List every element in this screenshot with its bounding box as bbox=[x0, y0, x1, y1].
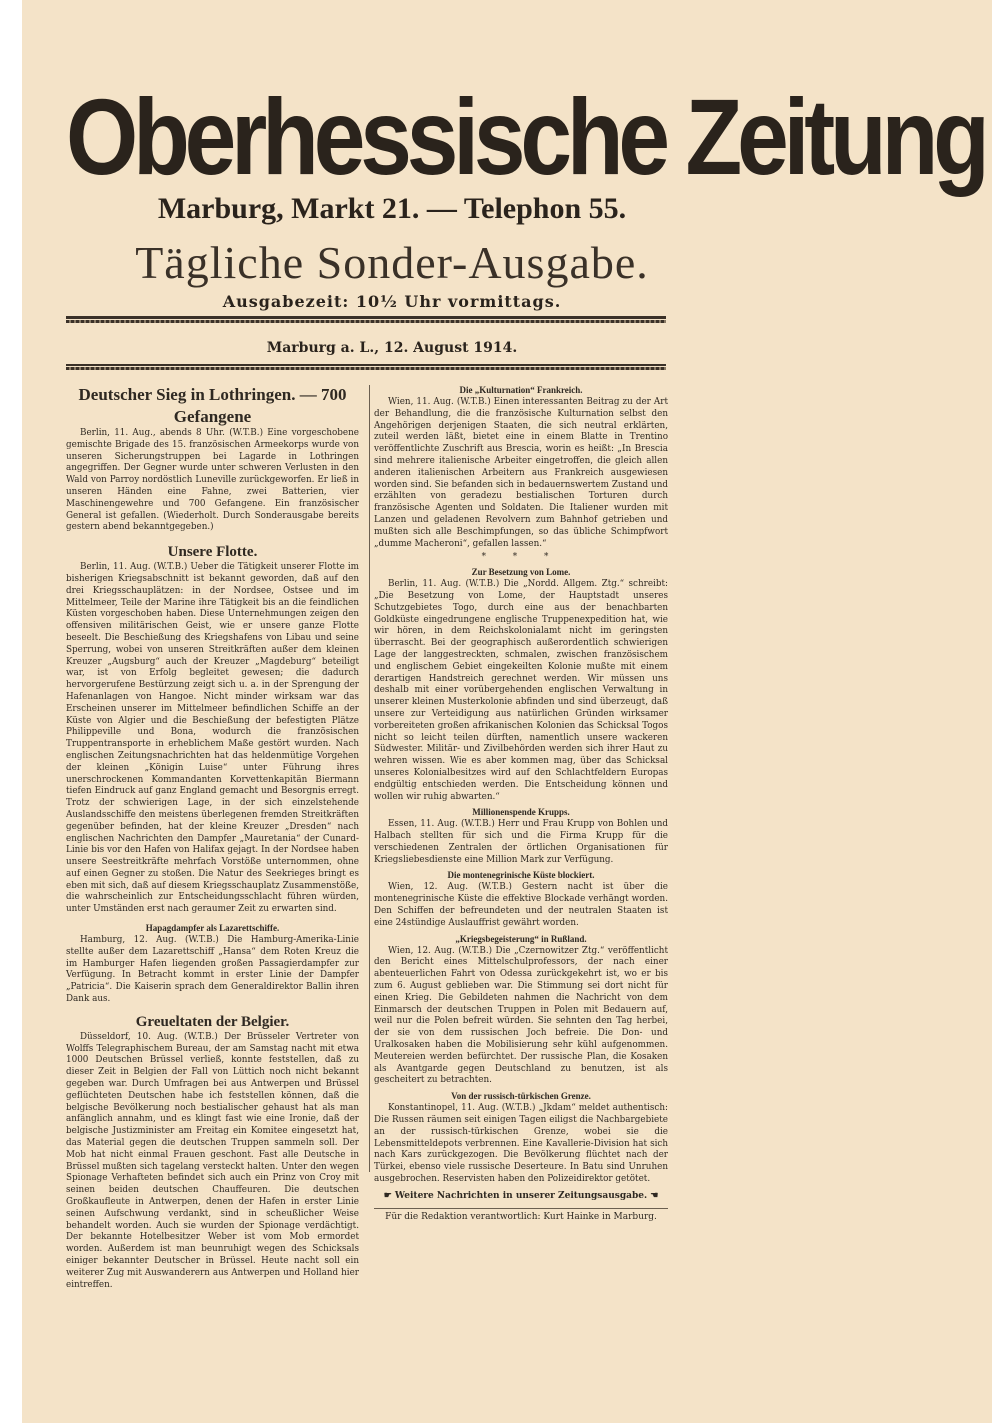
pointing-hand-icon: ☚ bbox=[647, 1190, 659, 1201]
headline: Deutscher Sieg in Lothringen. — 700 Gefangene bbox=[78, 385, 347, 426]
edition-time: Ausgabezeit: 10½ Uhr vormittags. bbox=[222, 292, 562, 311]
more-news-text: Weitere Nachrichten in unserer Zeitungsausgabe. bbox=[394, 1190, 648, 1201]
article-text: Wien, 12. Aug. (W.T.B.) Gestern nacht ist über die montenegrinische Küste die effektive Blockade verhängt worden. Den Schiffen der befreundeten und der neutralen Staaten ist eine 24stündige Auslauffrist gewährt worden. bbox=[374, 882, 668, 928]
headline: Hapagdampfer als Lazarettschiffe. bbox=[145, 923, 280, 934]
article-text: Berlin, 11. Aug. (W.T.B.) Die „Nordd. Allgem. Ztg.“ schreibt: „Die Besetzung von Lome, der Hauptstadt unseres Schutzgebietes Togo, durch eine aus der benachbarten Goldküste eingedrungene englische Truppenexpedition hat, wie wir hören, in dem Reichskolonialamt nicht im geringsten überrascht. Bei der geographisch außerordentlich schwierigen Lage der langgestreckten, schmalen, zwischen französischem und englischem Gebiet eingekeilten Kolonie mußte mit einem derartigen Handstreich gerechnet werden. Wir müssen uns deshalb mit einer vorübergehenden englischen Verwaltung in unserer kleinen Musterkolonie abfinden und sind überzeugt, daß unsere zur Verteidigung aus natürlichen Gründen wirksamer vorbereiteten großen afrikanischen Kolonien das Schicksal Togos nicht so leicht teilen dürften, namentlich unsere wackeren Südwester. Militär- und Zivilbehörden werden sich ihrer Haut zu wehren wissen. Wie es aber kommen mag, über das Schicksal unseres Kolonialbesitzes wird auf den Schlachtfeldern Europas endgültig entschieden werden. Die Entscheidung können und wollen wir ruhig abwarten.“ bbox=[374, 579, 668, 802]
headline: Zur Besetzung von Lome. bbox=[471, 567, 571, 578]
divider-rule bbox=[66, 364, 666, 366]
divider-rule bbox=[66, 367, 666, 370]
headline: Millionenspende Krupps. bbox=[472, 807, 570, 818]
more-news-line bbox=[374, 1191, 668, 1203]
editor-line: Für die Redaktion verantwortlich: Kurt Hainke in Marburg. bbox=[374, 1208, 668, 1224]
article-text: Wien, 11. Aug. (W.T.B.) Einen interessanten Beitrag zu der Art der Behandlung, die die französische Kulturnation selbst den Angehörigen derjenigen Staaten, die sich neutral erklärten, zuteil werden läßt, bietet eine in einem Blatte in Trentino veröffentlichte Zuschrift aus Brescia, worin es heißt: „In Brescia sind mehrere italienische Arbeiter eingetroffen, die gleich allen anderen italienischen Arbeitern aus Frankreich ausgewiesen worden sind. Sie befanden sich in bedauernswertem Zustand und erzählten von geradezu bestialischen Torturen durch französische Agenten und Soldaten. Die Italiener wurden mit Lanzen und geladenen Revolvern zum Bahnhof getrieben und mußten sich alle Beschimpfungen, so das übliche Schimpfwort „dumme Macheroni“, gefallen lassen.“ bbox=[374, 397, 668, 549]
column-divider bbox=[369, 385, 370, 1172]
article-text: Konstantinopel, 11. Aug. (W.T.B.) „Jkdam“ meldet authentisch: Die Russen räumen seit einigen Tagen eiligst die Nachbargebiete an der russisch-türkischen Grenze, wobei sie die Lebensmitteldepots verbrennen. Eine Kavallerie-Division hat sich nach Kars zurückgezogen. Die Bevölkerung flüchtet nach der Türkei, ebenso viele russische Deserteure. In Batu sind Unruhen ausgebrochen. Reservisten haben den Polizeidirektor getötet. bbox=[374, 1103, 668, 1185]
headline: Von der russisch-türkischen Grenze. bbox=[451, 1091, 591, 1102]
headline: Unsere Flotte. bbox=[167, 544, 258, 561]
divider-rule bbox=[66, 320, 666, 323]
article-text: Hamburg, 12. Aug. (W.T.B.) Die Hamburg-Amerika-Linie stellte außer dem Lazarettschiff „Hansa“ dem Roten Kreuz die im Hamburger Hafen liegenden großen Passagierdampfer zur Verfügung. In Betracht kommt in erster Linie der Dampfer „Patricia“. Die Kaiserin sprach dem Generaldirektor Ballin ihren Dank aus. bbox=[66, 935, 359, 1005]
article-text: Düsseldorf, 10. Aug. (W.T.B.) Der Brüsseler Vertreter von Wolffs Telegraphischem Bureau, der am Samstag nacht mit etwa 1000 Deutschen Brüssel verließ, konnte feststellen, daß zu dieser Zeit in Belgien der Fall von Lüttich noch nicht bekannt gegeben war. Durch Umfragen bei aus Antwerpen und Brüssel geflüchteten Deutschen habe ich feststellen können, daß die belgische Bevölkerung noch bestialischer gehaust hat als man anfänglich annahm, und es klingt fast wie eine Ironie, daß der belgische Justizminister am Freitag ein Komitee eingesetzt hat, das Material gegen die deutschen Truppen sammeln soll. Der Mob hat nicht einmal Frauen geschont. Fast alle Deutsche in Brüssel mußten sich tagelang versteckt halten. Unter den wegen Spionage Verhafteten befindet sich auch ein Prinz von Croy mit seinen beiden deutschen Chauffeuren. Die deutschen Großkaufleute in Antwerpen, denen der Hafen in erster Linie seinen Aufschwung verdankt, sind in scheußlicher Weise behandelt worden. Auch sie wurden der Spionage verdächtigt. Der bekannte Hotelbesitzer Weber ist vom Mob ermordet worden. Außerdem ist man beunruhigt wegen des Schicksals einiger bekannter Deutscher in Brüssel. Heute nacht soll ein weiterer Zug mit Auswanderern aus Antwerpen und Holland hier eintreffen. bbox=[66, 1031, 359, 1290]
article-text: Berlin, 11. Aug., abends 8 Uhr. (W.T.B.) Eine vorgeschobene gemischte Brigade des 15. französischen Armeekorps wurde von unseren Sicherungstruppen bei Lagarde in Lothringen angegriffen. Der Gegner wurde unter schweren Verlusten in den Wald von Parroy nordöstlich Luneville zurückgeworfen. Er ließ in unseren Händen eine Fahne, zwei Batterien, vier Maschinengewehre und 700 Gefangene. Ein französischer General ist gefallen. (Wiederholt. Durch Sonderausgabe bereits gestern abend bekanntgegeben.) bbox=[66, 428, 359, 533]
edition-title: Tägliche Sonder-Ausgabe. bbox=[135, 237, 649, 288]
newspaper-title: Oberhessische Zeitung bbox=[66, 76, 985, 197]
headline: „Kriegsbegeisterung“ in Rußland. bbox=[455, 933, 587, 944]
article-text: Essen, 11. Aug. (W.T.B.) Herr und Frau Krupp von Bohlen und Halbach stellten für sich und die Firma Krupp für die verschiedenen Zentralen der örtlichen Organisationen für Kriegsliebesdienste eine Million Mark zur Verfügung. bbox=[374, 819, 668, 865]
article-text: Berlin, 11. Aug. (W.T.B.) Ueber die Tätigkeit unserer Flotte im bisherigen Kriegsabschnitt ist bekannt geworden, daß auf den drei Kriegsschauplätzen: in der Nordsee, Ostsee und im Mittelmeer, Teile der Marine ihre Tätigkeit bis an die feindlichen Küsten vorgeschoben haben. Diese Unternehmungen zeigen den offensiven militärischen Geist, wie er unsere ganze Flotte beseelt. Die Beschießung des Kriegshafens von Libau und seine Sperrung, wobei von unseren Streitkräften außer dem kleinen Kreuzer „Augsburg“ auch der Kreuzer „Magdeburg“ beteiligt war, ist von Erfolg begleitet gewesen; die dadurch hervorgerufene Bestürzung zeigt sich u. a. in der Sprengung der Hafenanlagen von Hangoe. Nicht minder wirksam war das Erscheinen unserer im Mittelmeer befindlichen Schiffe an der Küste von Algier und die Beschießung der befestigten Plätze Philippeville und Bona, wodurch die französischen Truppentransporte in erheblichem Maße gestört wurden. Nach englischen Zeitungsnachrichten hat das heldenmütige Vorgehen der kleinen „Königin Luise“ unter Führung ihres unerschrockenen Kommandanten Korvettenkapitän Biermann tiefen Eindruck auf ganz England gemacht und Besorgnis erregt. Trotz der schwierigen Lage, in der sich einzelstehende Auslandsschiffe den meistens überlegenen fremden Streitkräften gegenüber befinden, hat der kleine Kreuzer „Dresden“ nach englischen Nachrichten den Dampfer „Mauretania“ der Cunard-Linie bis vor den Hafen von Halifax gejagt. In der Nordsee haben unsere Seestreitkräfte mehrfach Vorstöße unternommen, ohne auf einen Gegner zu stoßen. Die Natur des Seekrieges bringt es eben mit sich, daß auf diesem Kriegsschauplatz Zusammenstöße, die wahrscheinlich zur Entscheidungsschlacht führen würden, unter Umständen erst nach geraumer Zeit zu erwarten sind. bbox=[66, 562, 359, 915]
article-text: Wien, 12. Aug. (W.T.B.) Die „Czernowitzer Ztg.“ veröffentlicht den Bericht eines Mittelschulprofessors, der nach einer abenteuerlichen Fahrt von Odessa zurückgekehrt ist, wo er bis zum 6. August geblieben war. Die Stimmung sei dort nicht für einen Krieg. Die Gebildeten nahmen die Nachricht von dem Einmarsch der deutschen Truppen in Polen mit Bedauern auf, weil nur die Polen befreit würden. Sie sehnten den Tag herbei, der sie von dem russischen Joch befreie. Die Don- und Uralkosaken haben die Mobilisierung sehr kühl aufgenommen. Meutereien werden befürchtet. Der russische Plan, die Kosaken als Avantgarde gegen Deutschland zu benutzen, ist als gescheitert zu betrachten. bbox=[374, 945, 668, 1086]
pointing-hand-icon: ☛ bbox=[383, 1190, 395, 1201]
headline: Greueltaten der Belgier. bbox=[135, 1013, 290, 1030]
section-separator: * * * bbox=[481, 552, 561, 563]
address-line: Marburg, Markt 21. — Telephon 55. bbox=[157, 192, 627, 225]
left-column bbox=[66, 384, 359, 1291]
right-column bbox=[374, 384, 668, 1223]
divider-rule bbox=[66, 316, 666, 319]
headline: Die „Kulturnation“ Frankreich. bbox=[459, 385, 583, 395]
dateline: Marburg a. L., 12. August 1914. bbox=[266, 340, 518, 356]
headline: Die montenegrinische Küste blockiert. bbox=[447, 870, 595, 881]
